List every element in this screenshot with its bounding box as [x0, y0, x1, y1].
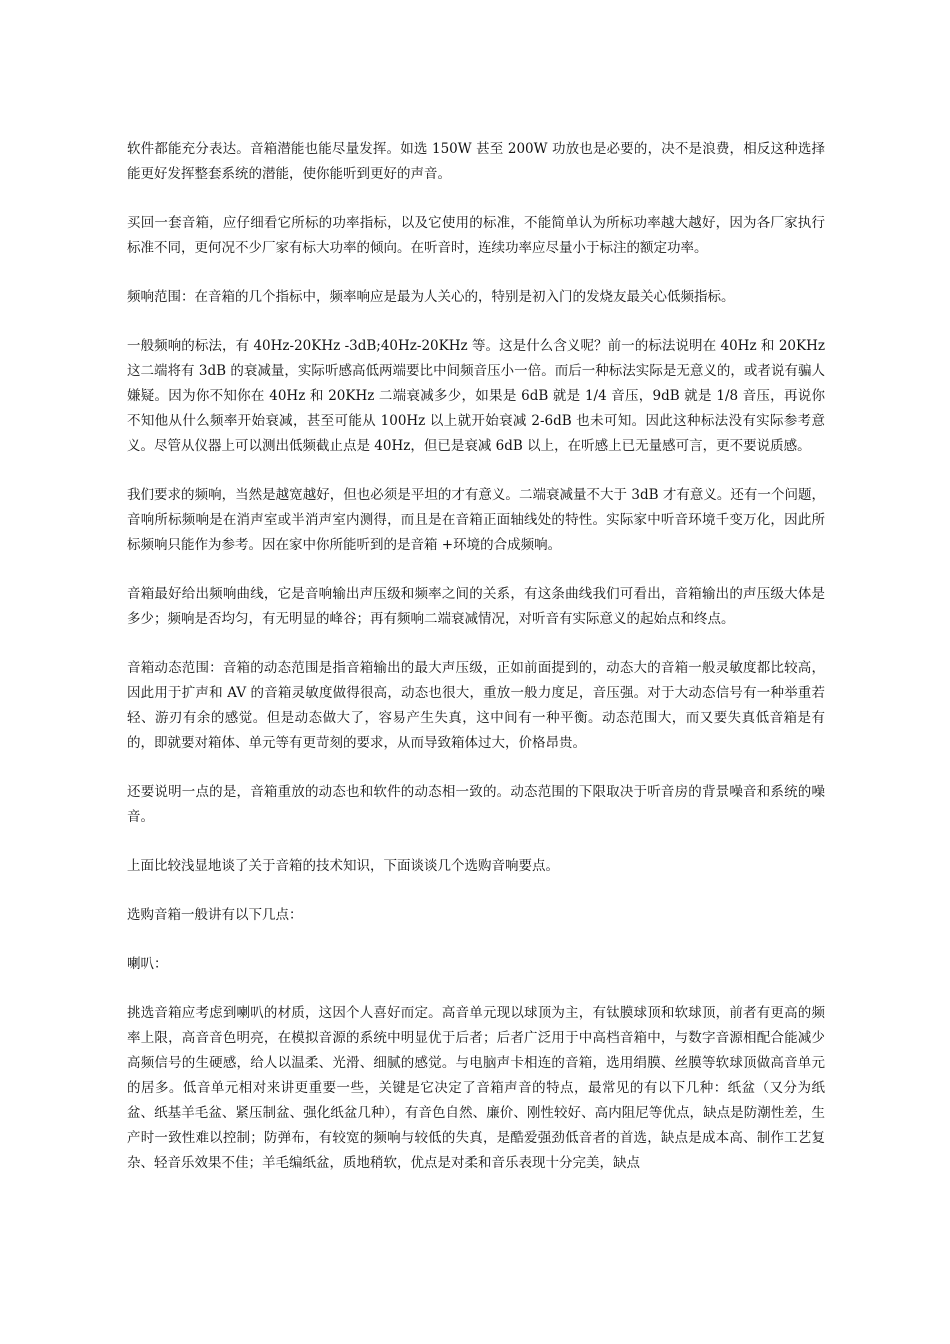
paragraph-dynamic-noise: 还要说明一点的是，音箱重放的动态也和软件的动态相一致的。动态范围的下限取决于听音房的背景噪音和系统的噪音。 [127, 784, 825, 825]
paragraph-dynamic-range: 音箱动态范围：音箱的动态范围是指音箱输出的最大声压级，正如前面提到的，动态大的音箱一般灵敏度都比较高，因此用于扩声和 AV 的音箱灵敏度做得很高，动态也很大，重放一般力度足，音压强。对于大动态信号有一种举重若轻、游刃有余的感觉。但是动态做大了，容易产生失真，这中间有一种平衡。动态范围大，而又要失真低音箱是有的，即就要对箱体、单元等有更苛刻的要求，从而导致箱体过大，价格昂贵。 [127, 660, 825, 751]
paragraph-power-rating: 买回一套音箱，应仔细看它所标的功率指标，以及它使用的标准，不能简单认为所标功率越大越好，因为各厂家执行标准不同，更何况不少厂家有标大功率的倾向。在听音时，连续功率应尽量小于标注的额定功率。 [127, 215, 825, 256]
paragraph-power-choice: 软件都能充分表达。音箱潜能也能尽量发挥。如选 150W 甚至 200W 功放也是必要的，决不是浪费，相反这种选择能更好发挥整套系统的潜能，使你能听到更好的声音。 [127, 141, 825, 182]
document-body [127, 137, 825, 1200]
paragraph-transition: 上面比较浅显地谈了关于音箱的技术知识，下面谈谈几个选购音响要点。 [127, 858, 559, 874]
paragraph-speaker-heading: 喇叭： [127, 956, 168, 972]
paragraph-response-curve: 音箱最好给出频响曲线，它是音响输出声压级和频率之间的关系，有这条曲线我们可看出，音箱输出的声压级大体是多少；频响是否均匀，有无明显的峰谷；再有频响二端衰减情况，对听音有实际意义的起始点和终点。 [127, 586, 825, 627]
paragraph-frequency-notation: 一般频响的标法，有 40Hz-20KHz -3dB;40Hz-20KHz 等。这是什么含义呢？前一的标法说明在 40Hz 和 20KHz 这二端将有 3dB 的衰减量，实际听感高低两端要比中间频音压小一倍。而后一种标法实际是无意义的，或者说有骗人嫌疑。因为你不知你在 40Hz 和 20KHz 二端衰减多少，如果是 6dB 就是 1/4 音压，9dB 就是 1/8 音压，再说你不知他从什么频率开始衰减，甚至可能从 100Hz 以上就开始衰减 2-6dB 也未可知。因此这种标法没有实际参考意义。尽管从仪器上可以测出低频截止点是 40Hz，但已是衰减 6dB 以上，在听感上已无量感可言，更不要说质感。 [127, 338, 825, 454]
paragraph-speaker-materials: 挑选音箱应考虑到喇叭的材质，这因个人喜好而定。高音单元现以球顶为主，有钛膜球顶和软球顶，前者有更高的频率上限，高音音色明亮，在模拟音源的系统中明显优于后者；后者广泛用于中高档音箱中，与数字音源相配合能减少高频信号的生硬感，给人以温柔、光滑、细腻的感觉。与电脑声卡相连的音箱，选用绢膜、丝膜等软球顶做高音单元的居多。低音单元相对来讲更重要一些，关键是它决定了音箱声音的特点，最常见的有以下几种：纸盆（又分为纸盆、纸基羊毛盆、紧压制盆、强化纸盆几种），有音色自然、廉价、刚性较好、高内阻尼等优点，缺点是防潮性差，生产时一致性难以控制；防弹布，有较宽的频响与较低的失真，是酷爱强劲低音者的首选，缺点是成本高、制作工艺复杂、轻音乐效果不佳；羊毛编纸盆，质地稍软，优点是对柔和音乐表现十分完美，缺点 [127, 1005, 825, 1171]
paragraph-frequency-range-intro: 频响范围：在音箱的几个指标中，频率响应是最为人关心的，特别是初入门的发烧友最关心低频指标。 [127, 289, 735, 305]
paragraph-buying-points: 选购音箱一般讲有以下几点： [127, 907, 303, 923]
paragraph-frequency-flatness: 我们要求的频响，当然是越宽越好，但也必须是平坦的才有意义。二端衰减量不大于 3dB 才有意义。还有一个问题，音响所标频响是在消声室或半消声室内测得，而且是在音箱正面轴线处的特性。实际家中听音环境千变万化，因此所标频响只能作为参考。因在家中你所能听到的是音箱 +环境的合成频响。 [127, 487, 825, 553]
